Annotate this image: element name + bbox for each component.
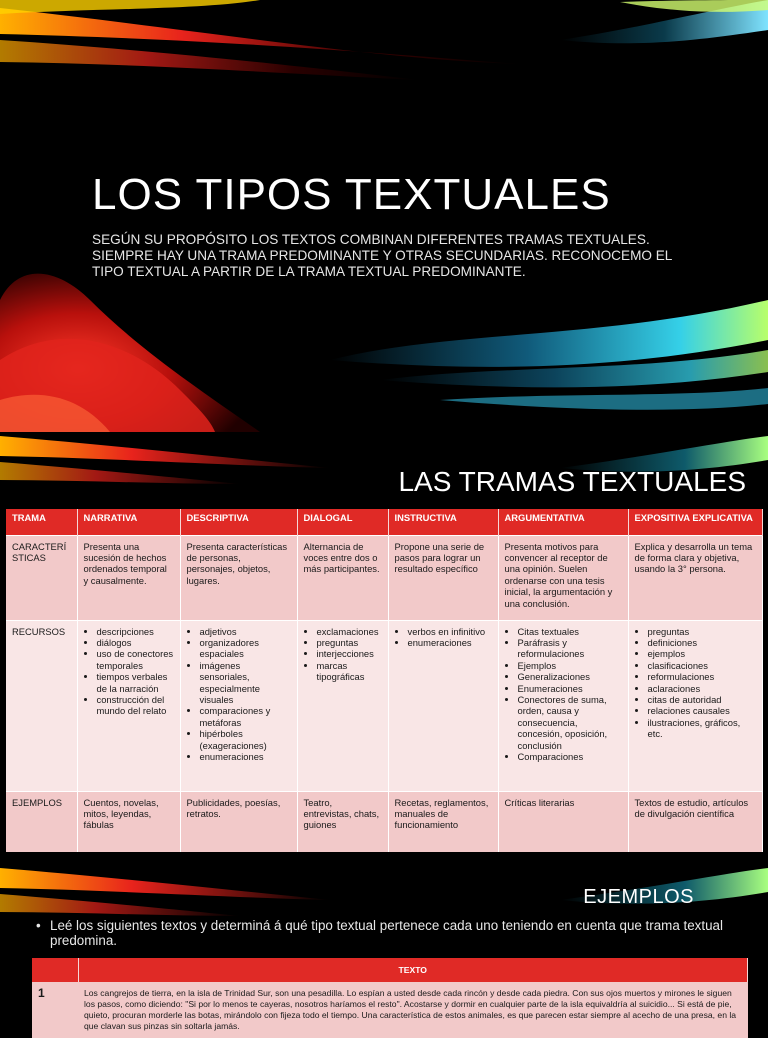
list-item: • Comparaciones xyxy=(518,751,622,762)
table-cell: Presenta motivos para convencer al receptor de una opinión. Suelen ordenarse con una tesis inicial, la argumentación y una conclusión. xyxy=(498,535,628,620)
table-cell xyxy=(498,620,628,791)
row-label: CARACTERÍ STICAS xyxy=(6,535,77,620)
list-item: • interjecciones xyxy=(317,648,382,659)
list-item: • exclamaciones xyxy=(317,626,382,637)
table-cell: Propone una serie de pasos para lograr un resultado específico xyxy=(388,535,498,620)
list-item: • descripciones xyxy=(97,626,174,637)
table-cell xyxy=(297,620,388,791)
list-item: • Generalizaciones xyxy=(518,671,622,682)
table-cell: Presenta una sucesión de hechos ordenados temporal y causalmente. xyxy=(77,535,180,620)
header-cell: DESCRIPTIVA xyxy=(180,509,297,535)
page-title: LOS TIPOS TEXTUALES xyxy=(92,170,611,219)
table-header-row xyxy=(6,509,762,535)
table-cell: Presenta características de personas, personajes, objetos, lugares. xyxy=(180,535,297,620)
instruction-label: Leé los siguientes textos y determiná á qué tipo textual pertenece cada uno teniendo en cuenta que trama textual predomina. xyxy=(50,918,723,948)
section-title: LAS TRAMAS TEXTUALES xyxy=(398,466,746,497)
table-cell: Recetas, reglamentos, manuales de funcionamiento xyxy=(388,791,498,852)
table-cell: Críticas literarias xyxy=(498,791,628,852)
bullet-list xyxy=(505,626,622,763)
list-item: • diálogos xyxy=(97,637,174,648)
header-cell: NARRATIVA xyxy=(77,509,180,535)
table-cell xyxy=(180,620,297,791)
list-item: • verbos en infinitivo xyxy=(408,626,492,637)
table-cell: Alternancia de voces entre dos o más participantes. xyxy=(297,535,388,620)
table-row xyxy=(32,982,748,1038)
slide-title xyxy=(0,0,768,432)
list-item: • Conectores de suma, orden, causa y consecuencia, concesión, oposición, conclusión xyxy=(518,694,622,751)
list-item: • enumeraciones xyxy=(200,751,291,762)
table-cell: Explica y desarrolla un tema de forma clara y objetiva, usando la 3° persona. xyxy=(628,535,762,620)
list-item: • marcas tipográficas xyxy=(317,660,382,683)
list-item: • organizadores espaciales xyxy=(200,637,291,660)
bullet-list xyxy=(304,626,382,683)
textos-table xyxy=(32,958,748,1038)
list-item: • ejemplos xyxy=(648,648,756,659)
list-item: • Citas textuales xyxy=(518,626,622,637)
row-label: RECURSOS xyxy=(6,620,77,791)
page-subtitle: SEGÚN SU PROPÓSITO LOS TEXTOS COMBINAN DIFERENTES TRAMAS TEXTUALES. SIEMPRE HAY UNA TRAMA PREDOMINANTE Y OTRAS SECUNDARIAS. RECONOCEMO EL TIPO TEXTUAL A PARTIR DE LA TRAMA TEXTUAL PREDOMINANTE. xyxy=(92,232,672,279)
table-row-recursos xyxy=(6,620,762,791)
table-header-row xyxy=(32,958,748,982)
instruction-text xyxy=(36,918,730,948)
list-item: • preguntas xyxy=(317,637,382,648)
table-cell: Publicidades, poesías, retratos. xyxy=(180,791,297,852)
header-cell: TRAMA xyxy=(6,509,77,535)
section-title-ejemplos: EJEMPLOS xyxy=(583,886,694,908)
row-label: EJEMPLOS xyxy=(6,791,77,852)
list-item: • ilustraciones, gráficos, etc. xyxy=(648,717,756,740)
bullet-list xyxy=(635,626,756,740)
table-cell: Textos de estudio, artículos de divulgación científica xyxy=(628,791,762,852)
list-item: • relaciones causales xyxy=(648,705,756,716)
list-item: • construcción del mundo del relato xyxy=(97,694,174,717)
bullet-list xyxy=(187,626,291,763)
header-cell: EXPOSITIVA EXPLICATIVA xyxy=(628,509,762,535)
list-item: • enumeraciones xyxy=(408,637,492,648)
row-text: Los cangrejos de tierra, en la isla de Trinidad Sur, son una pesadilla. Lo espían a usted desde cada rincón y desde cada piedra. Con sus ojos muertos y mirones le siguen los pasos, como diciendo: "Si por lo menos te cayeras, nosotros haríamos el resto". Acostarse y dormir en cualquier parte de la isla equivaldría al suicidio... Si está de pie, quieto, procuran morderle las botas, mirándolo con fijeza todo el tiempo. Una característica de estos animales, es que parecen estar siempre al acecho de una presa, en la que clavan sus pinzas sin soltarla jamás. xyxy=(78,982,748,1038)
list-item: • comparaciones y metáforas xyxy=(200,705,291,728)
list-item: • hipérboles (exageraciones) xyxy=(200,728,291,751)
header-cell-texto: TEXTO xyxy=(78,958,748,982)
header-cell: INSTRUCTIVA xyxy=(388,509,498,535)
list-item: • definiciones xyxy=(648,637,756,648)
table-row-caracteristicas xyxy=(6,535,762,620)
list-item: • preguntas xyxy=(648,626,756,637)
table-cell xyxy=(77,620,180,791)
list-item: • reformulaciones xyxy=(648,671,756,682)
bullet-icon: • xyxy=(36,918,41,933)
tramas-table xyxy=(6,509,763,852)
bullet-list xyxy=(84,626,174,717)
list-item: • clasificaciones xyxy=(648,660,756,671)
list-item: • uso de conectores temporales xyxy=(97,648,174,671)
list-item: • Paráfrasis y reformulaciones xyxy=(518,637,622,660)
row-number: 1 xyxy=(32,982,78,1038)
list-item: • adjetivos xyxy=(200,626,291,637)
list-item: • citas de autoridad xyxy=(648,694,756,705)
table-cell: Cuentos, novelas, mitos, leyendas, fábulas xyxy=(77,791,180,852)
table-row-ejemplos xyxy=(6,791,762,852)
table-cell xyxy=(388,620,498,791)
header-cell-empty xyxy=(32,958,78,982)
header-cell: DIALOGAL xyxy=(297,509,388,535)
list-item: • aclaraciones xyxy=(648,683,756,694)
list-item: • imágenes sensoriales, especialmente visuales xyxy=(200,660,291,706)
list-item: • Ejemplos xyxy=(518,660,622,671)
list-item: • tiempos verbales de la narración xyxy=(97,671,174,694)
table-cell xyxy=(628,620,762,791)
header-cell: ARGUMENTATIVA xyxy=(498,509,628,535)
bullet-list xyxy=(395,626,492,649)
list-item: • Enumeraciones xyxy=(518,683,622,694)
table-cell: Teatro, entrevistas, chats, guiones xyxy=(297,791,388,852)
